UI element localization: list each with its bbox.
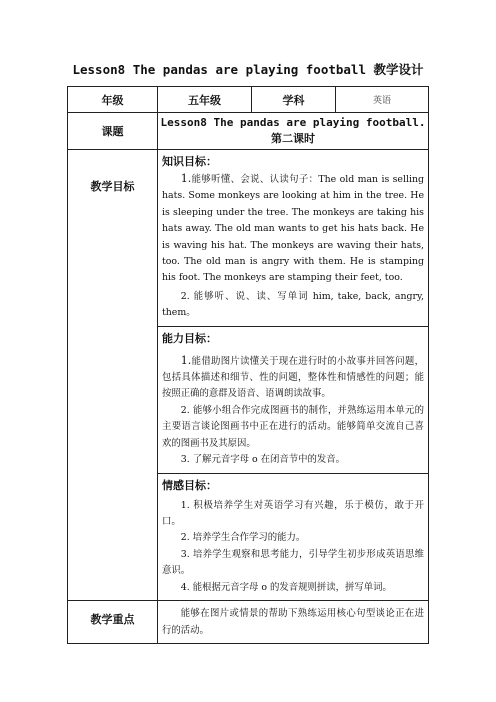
ability-item-3: 3. 了解元音字母 o 在闭音节中的发音。 bbox=[180, 454, 345, 466]
keypoint-section bbox=[158, 600, 429, 643]
emotion-section bbox=[158, 473, 429, 600]
subject-value: 英语 bbox=[336, 87, 429, 113]
grade-value: 五年级 bbox=[158, 87, 252, 113]
knowledge-section bbox=[158, 150, 429, 327]
topic-row bbox=[68, 113, 429, 150]
emotion-item-3: 3. 培养学生观察和思考能力，引导学生初步形成英语思维意识。 bbox=[162, 548, 424, 577]
ability-item-1: 1.能借助图片读懂关于现在进行时的小故事并回答问题，包括具体描述和细节、性的问题，整体性和情感性的问题；能按照正确的意群及语音、语调朗读故事。 bbox=[162, 353, 424, 400]
ability-item-2: 2. 能够小组合作完成图画书的制作，并熟练运用本单元的主要语言谈论图画书中正在进行的活动。能够简单交流自己喜欢的图画书及其原因。 bbox=[162, 404, 424, 449]
emotion-heading: 情感目标： bbox=[162, 478, 217, 492]
topic-line-2: 第二课时 bbox=[271, 132, 315, 145]
emotion-item-2: 2. 培养学生合作学习的能力。 bbox=[180, 532, 306, 544]
knowledge-item-2: 2. 能够听、说、读、写单词 him, take, back, angry, them。 bbox=[162, 290, 424, 319]
ability-section bbox=[158, 326, 429, 473]
keypoint-label: 教学重点 bbox=[68, 600, 158, 643]
knowledge-heading: 知识目标： bbox=[162, 155, 217, 168]
grade-label: 年级 bbox=[68, 87, 158, 113]
ability-heading: 能力目标： bbox=[162, 331, 217, 345]
keypoint-text: 能够在图片或情景的帮助下熟练运用核心句型谈论正在进行的活动。 bbox=[162, 607, 424, 636]
topic-label: 课题 bbox=[68, 113, 158, 150]
grade-row bbox=[68, 87, 429, 113]
subject-label: 学科 bbox=[252, 87, 336, 113]
keypoint-row bbox=[68, 600, 429, 643]
objectives-label: 教学目标 bbox=[68, 150, 158, 601]
emotion-item-4: 4. 能根据元音字母 o 的发音规则拼读，拼写单词。 bbox=[180, 581, 392, 593]
lesson-plan-table bbox=[67, 86, 429, 644]
knowledge-row bbox=[68, 150, 429, 327]
topic-line-1: Lesson8 The pandas are playing football. bbox=[160, 116, 426, 129]
topic-value bbox=[158, 113, 429, 150]
emotion-item-1: 1. 积极培养学生对英语学习有兴趣，乐于模仿，敢于开口。 bbox=[162, 499, 424, 527]
knowledge-item-1: 1.能够听懂、会说、认读句子：The old man is selling hats. Some monkeys are looking at him in the tree. He is sleeping under the tree. The monkeys are taking his hats away. The old man wants to get his hats back. He is waving his hat. The monkeys are waving their hats, too. The old man is angry with them. He is stamping his foot. The monkeys are stamping their feet, too. bbox=[162, 172, 424, 284]
document-title: Lesson8 The pandas are playing football 教学设计 bbox=[72, 62, 424, 77]
